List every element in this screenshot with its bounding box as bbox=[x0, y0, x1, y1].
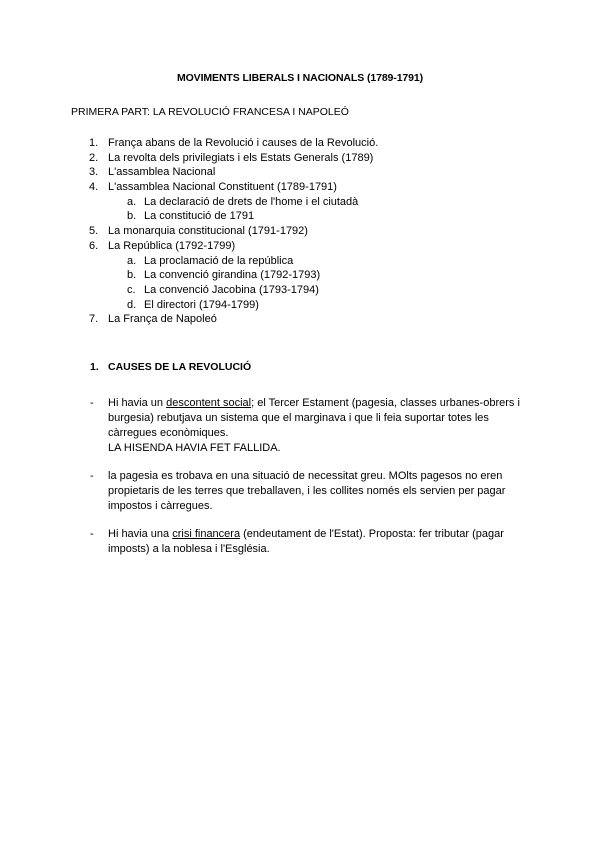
toc-letter: a. bbox=[127, 195, 137, 208]
bullet-body bbox=[108, 469, 533, 514]
bullet-text: Hi havia un bbox=[108, 397, 167, 409]
section-title: CAUSES DE LA REVOLUCIÓ bbox=[108, 361, 252, 373]
toc-number: 7. bbox=[89, 313, 99, 326]
toc-letter: b. bbox=[127, 210, 137, 223]
toc-subitem bbox=[0, 283, 600, 298]
toc-item bbox=[0, 165, 600, 180]
toc-subitem bbox=[0, 254, 600, 269]
toc-subitem bbox=[0, 268, 600, 283]
underlined-term: crisi financera bbox=[172, 528, 241, 540]
toc-item bbox=[0, 136, 600, 151]
toc-item bbox=[0, 151, 600, 166]
document-title: MOVIMENTS LIBERALS I NACIONALS (1789-1791) bbox=[176, 72, 424, 84]
toc-letter: d. bbox=[127, 298, 137, 311]
toc-text: La constitució de 1791 bbox=[144, 210, 255, 223]
toc-letter: b. bbox=[127, 269, 137, 282]
toc-text: El directori (1794-1799) bbox=[144, 298, 259, 311]
bullet-text: (endeutament de l'Estat). Proposta: fer tributar (pagar imposts) a la noblesa i l'Església. bbox=[108, 528, 504, 555]
bullet-dash: - bbox=[90, 397, 94, 409]
part-heading: PRIMERA PART: LA REVOLUCIÓ FRANCESA I NAPOLEÓ bbox=[71, 106, 349, 118]
toc-subitem bbox=[0, 209, 600, 224]
toc-item bbox=[0, 239, 600, 254]
toc-text: L'assamblea Nacional Constituent (1789-1791) bbox=[108, 181, 337, 194]
bullet-paragraph bbox=[108, 396, 533, 441]
underlined-term: descontent social bbox=[166, 397, 252, 409]
toc-text: La revolta dels privilegiats i els Estats Generals (1789) bbox=[108, 151, 374, 164]
section-heading bbox=[90, 360, 251, 375]
bullet-paragraph bbox=[108, 527, 533, 557]
toc-subitem bbox=[0, 298, 600, 313]
toc-number: 1. bbox=[89, 137, 99, 149]
toc-number: 4. bbox=[89, 181, 99, 194]
toc-item bbox=[0, 312, 600, 327]
toc-number: 5. bbox=[89, 225, 99, 238]
bullet-dash: - bbox=[90, 528, 94, 540]
toc-number: 2. bbox=[89, 151, 99, 164]
bullet-text: ; el Tercer Estament (pagesia, classes urbanes-obrers i burgesia) rebutjava un sistema que el marginava i que li feia suportar totes les càrregues econòmiques. bbox=[108, 397, 520, 439]
toc-item bbox=[0, 224, 600, 239]
table-of-contents bbox=[0, 136, 600, 327]
bullet-note: LA HISENDA HAVIA FET FALLIDA. bbox=[108, 442, 281, 454]
bullet-body bbox=[108, 527, 533, 557]
toc-text: La convenció girandina (1792-1793) bbox=[144, 269, 321, 282]
toc-number: 3. bbox=[89, 166, 99, 179]
toc-item bbox=[0, 180, 600, 195]
toc-text: La proclamació de la república bbox=[144, 254, 294, 267]
toc-letter: c. bbox=[127, 283, 136, 296]
bullet-body bbox=[108, 396, 533, 456]
toc-text: L'assamblea Nacional bbox=[108, 166, 216, 179]
toc-subitem bbox=[0, 195, 600, 210]
toc-text: La declaració de drets de l'home i el ciutadà bbox=[144, 195, 359, 208]
toc-text: La República (1792-1799) bbox=[108, 239, 236, 252]
toc-text: França abans de la Revolució i causes de la Revolució. bbox=[108, 137, 379, 149]
toc-text: La monarquia constitucional (1791-1792) bbox=[108, 225, 308, 238]
toc-number: 6. bbox=[89, 239, 99, 252]
bullet-paragraph: la pagesia es trobava en una situació de necessitat greu. MOlts pagesos no eren propietaris de les terres que treballaven, i les collites només els servien per pagar impostos i càrregues. bbox=[108, 470, 506, 512]
toc-text: La convenció Jacobina (1793-1794) bbox=[144, 283, 319, 296]
section-number: 1. bbox=[90, 361, 99, 373]
bullet-dash: - bbox=[90, 470, 94, 482]
toc-letter: a. bbox=[127, 254, 137, 267]
bullet-text: Hi havia una bbox=[108, 528, 173, 540]
toc-text: La França de Napoleó bbox=[108, 313, 217, 326]
